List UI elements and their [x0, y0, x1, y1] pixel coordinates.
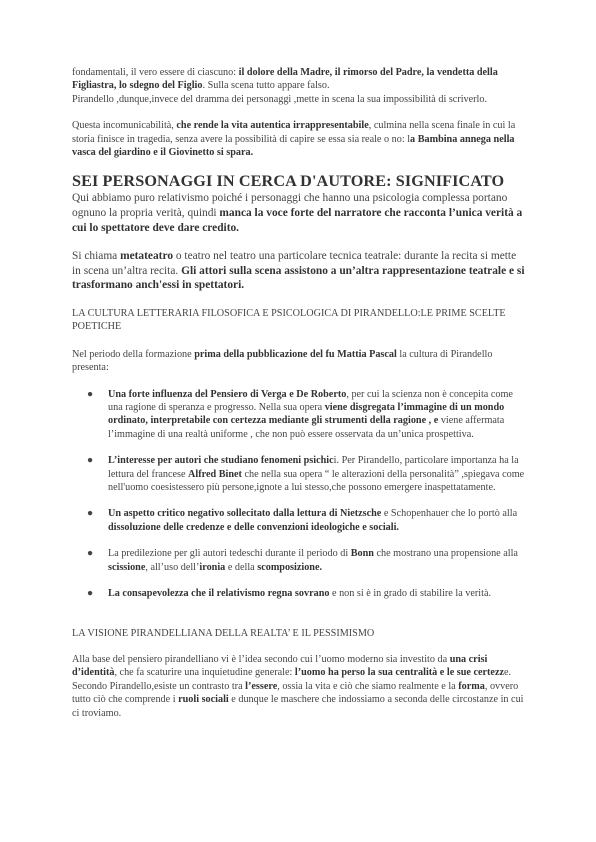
- bold-text: Alfred Binet: [188, 468, 242, 480]
- bold-text: La consapevolezza che il relativismo regna sovrano: [108, 588, 330, 600]
- bullet-icon: ●: [87, 588, 94, 600]
- text: o teatro nel teatro una particolare tecnica teatrale: durante la recita si mette in scena un’altra recita.: [72, 250, 517, 277]
- text: i. Per Pirandello, particolare importanza ha la lettura del francese: [108, 455, 519, 480]
- text: , ossia la vita e ciò che siamo realmente e la: [277, 680, 459, 692]
- text: Questa incomunicabilità,: [72, 120, 177, 132]
- bold-text: metateatro: [120, 250, 174, 263]
- list-item: [72, 454, 526, 494]
- section-heading: SEI PERSONAGGI IN CERCA D'AUTORE: SIGNIFICATO: [72, 172, 505, 191]
- text: , all’uso dell’: [145, 561, 200, 573]
- bold-text: l’essere: [245, 680, 278, 692]
- section-title-culture: LA CULTURA LETTERARIA FILOSOFICA E PSICOLOGICA DI PIRANDELLO:LE PRIME SCELTE POETICHE: [72, 308, 506, 333]
- text: che nella sua opera “ le alterazioni della personalità” ,spiegava come nell'uomo coesistessero più persone,ignote a lui stesso,che possono emergere inaspettatamente.: [108, 468, 525, 494]
- list-item: [72, 547, 526, 574]
- paragraph-metateatro: [72, 249, 526, 293]
- text: viene affermata l’immagine di una realtà uniforme , che non può essere osservata da un’unica prospettiva.: [108, 415, 505, 440]
- bold-text: L’interesse per autori che studiano fenomeni psichic: [108, 455, 334, 467]
- paragraph-incommunicability: [72, 119, 526, 159]
- text: , che fa scaturire una inquietudine generale:: [114, 667, 295, 679]
- section-title-reality: LA VISIONE PIRANDELLIANA DELLA REALTA’ E IL PESSIMISMO: [72, 627, 375, 639]
- text: che mostrano una propensione alla: [373, 548, 518, 560]
- paragraph-formation: [72, 348, 526, 375]
- bold-text: prima della pubblicazione del fu Mattia Pascal: [194, 348, 397, 360]
- bold-text: dissoluzione delle credenze e delle convenzioni ideologiche e sociali.: [108, 521, 399, 533]
- text: , culmina nella scena finale in cui la storia finisce in tragedia, senza avere la possibilità di capire se essa sia reale o no: l: [72, 120, 516, 145]
- text: Si chiama: [72, 250, 121, 263]
- bold-text: il dolore della Madre, il rimorso del Padre, la vendetta della Figliastra, lo sdegno del Figlio: [72, 67, 498, 92]
- text: . Sulla scena tutto appare falso.: [202, 80, 330, 92]
- bullet-icon: ●: [87, 455, 94, 467]
- bullet-icon: ●: [87, 508, 94, 520]
- bold-text: viene disgregata l’immagine di un mondo ordinato, interpretabile con certezza mediante gli strumenti della ragione , e: [108, 402, 505, 427]
- document-page: [72, 66, 526, 720]
- text: La predilezione per gli autori tedeschi durante il periodo di: [108, 548, 351, 560]
- bold-text: Un aspetto critico negativo sollecitato dalla lettura di Nietzsche: [108, 508, 382, 520]
- text: e della: [225, 561, 258, 573]
- text: , ovvero tutto ciò che comprende i: [72, 680, 519, 706]
- bold-text: ironia: [199, 561, 226, 573]
- list-item: [72, 507, 526, 534]
- text: Qui abbiamo puro relativismo poiché i personaggi che hanno una psicologia complessa portano ognuno la propria verità, quindi: [72, 192, 508, 220]
- text: la cultura di Pirandello presenta:: [72, 348, 493, 374]
- list-item: [72, 388, 526, 442]
- bold-text: forma: [458, 680, 485, 692]
- list-item: [72, 587, 526, 600]
- text: e Schopenhauer che lo portò alla: [381, 508, 518, 520]
- text: e. Secondo Pirandello,esiste un contrasto tra: [72, 667, 512, 692]
- text: e dunque le maschere che indossiamo a seconda delle circostanze in cui ci troviamo.: [72, 694, 524, 719]
- bold-text: Una forte influenza del Pensiero di Verga e De Roberto: [108, 388, 347, 400]
- bold-text: Bonn: [350, 548, 374, 560]
- text: e non si è in grado di stabilire la verità.: [329, 588, 492, 600]
- bold-text: a Bambina annega nella vasca del giardino e il Giovinetto si spara.: [72, 133, 515, 159]
- bold-text: scissione: [108, 561, 146, 573]
- text: fondamentali, il vero essere di ciascuno:: [72, 67, 239, 78]
- paragraph-intro: [72, 66, 526, 106]
- text: Pirandello ,dunque,invece del dramma dei personaggi ,mette in scena la sua impossibilità di scriverlo.: [72, 93, 488, 105]
- bold-text: l’uomo ha perso la sua centralità e le sue certezz: [294, 667, 504, 679]
- bold-text: Gli attori sulla scena assistono a un’altra rappresentazione teatrale e si trasformano anch'essi in spettatori.: [72, 264, 525, 292]
- paragraph-identity-crisis: [72, 653, 526, 720]
- bold-text: scomposizione.: [257, 561, 323, 573]
- bullet-icon: ●: [87, 548, 94, 560]
- bold-text: che rende la vita autentica irrappresentabile: [176, 120, 369, 132]
- bold-text: manca la voce forte del narratore che racconta l’unica verità a cui lo spettatore deve dare credito.: [72, 207, 523, 234]
- paragraph-relativism: [72, 191, 526, 235]
- text: Alla base del pensiero pirandelliano vi è l’idea secondo cui l’uomo moderno sia investito da: [72, 653, 450, 665]
- bold-text: una crisi d’identità: [72, 653, 488, 679]
- bullet-icon: ●: [87, 388, 94, 400]
- text: , per cui la scienza non è concepita come una ragione di speranza e progresso. Nella sua opera: [108, 388, 513, 414]
- bold-text: ruoli sociali: [178, 694, 229, 706]
- text: Nel periodo della formazione: [72, 348, 195, 360]
- influences-list: [72, 388, 526, 601]
